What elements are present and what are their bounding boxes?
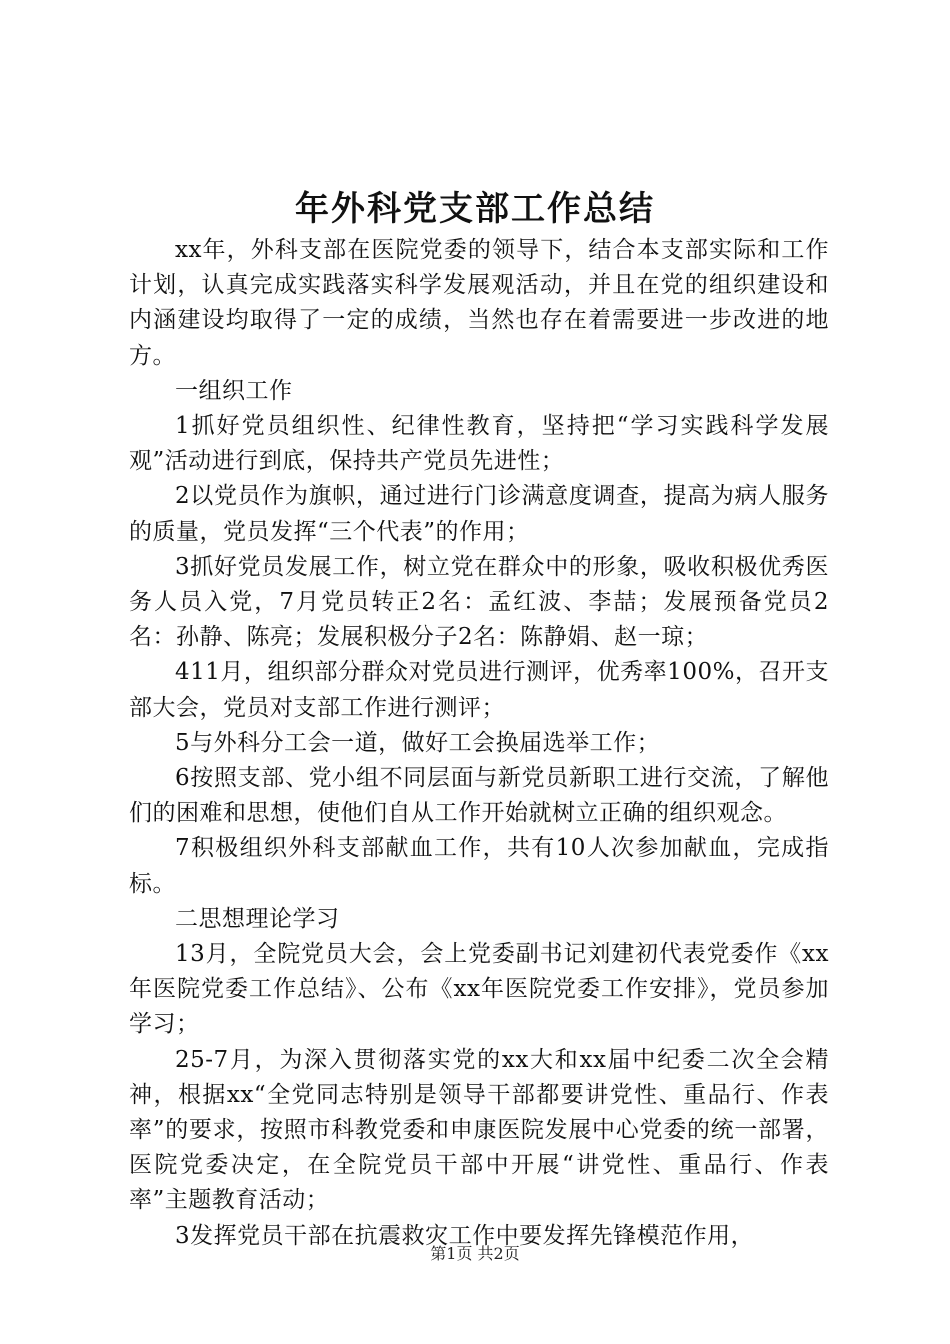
- paragraph-item-7: 7积极组织外科支部献血工作，共有10人次参加献血，完成指标。: [129, 835, 829, 897]
- paragraph-item-6: 6按照支部、党小组不同层面与新党员新职工进行交流，了解他们的困难和思想，使他们自从工作开始就树立正确的组织观念。: [129, 765, 829, 827]
- section-heading-theory-study: 二思想理论学习: [175, 905, 340, 932]
- paragraph-item-5: 5与外科分工会一道，做好工会换届选举工作；: [175, 729, 661, 756]
- paragraph-intro: xx年，外科支部在医院党委的领导下，结合本支部实际和工作计划，认真完成实践落实科学发展观活动，并且在党的组织建设和内涵建设均取得了一定的成绩，当然也存在着需要进一步改进的地方。: [129, 237, 829, 369]
- document-title: 年外科党支部工作总结: [295, 189, 655, 229]
- paragraph-item-4: 411月，组织部分群众对党员进行测评，优秀率100%，召开支部大会，党员对支部工作进行测评；: [129, 659, 829, 721]
- section-heading-organization: 一组织工作: [175, 377, 293, 404]
- page-footer: 第1页 共2页: [430, 1244, 520, 1263]
- paragraph-study-1: 13月，全院党员大会，会上党委副书记刘建初代表党委作《xx年医院党委工作总结》、公布《xx年医院党委工作安排》，党员参加学习；: [129, 941, 829, 1038]
- paragraph-item-1: 1抓好党员组织性、纪律性教育，坚持把“学习实践科学发展观”活动进行到底，保持共产党员先进性；: [129, 413, 829, 475]
- paragraph-item-3: 3抓好党员发展工作，树立党在群众中的形象，吸收积极优秀医务人员入党，7月党员转正2名：孟红波、李喆；发展预备党员2名：孙静、陈亮；发展积极分子2名：陈静娟、赵一琼；: [129, 553, 829, 651]
- paragraph-study-3: 3发挥党员干部在抗震救灾工作中要发挥先锋模范作用，: [175, 1222, 755, 1249]
- document-body: [129, 233, 829, 1254]
- paragraph-study-2: 25-7月，为深入贯彻落实党的xx大和xx届中纪委二次全会精神，根据xx“全党同志特别是领导干部都要讲党性、重品行、作表率”的要求，按照市科教党委和申康医院发展中心党委的统一部署，医院党委决定，在全院党员干部中开展“讲党性、重品行、作表率”主题教育活动；: [129, 1046, 829, 1214]
- paragraph-item-2: 2以党员作为旗帜，通过进行门诊满意度调查，提高为病人服务的质量，党员发挥“三个代表”的作用；: [129, 483, 829, 545]
